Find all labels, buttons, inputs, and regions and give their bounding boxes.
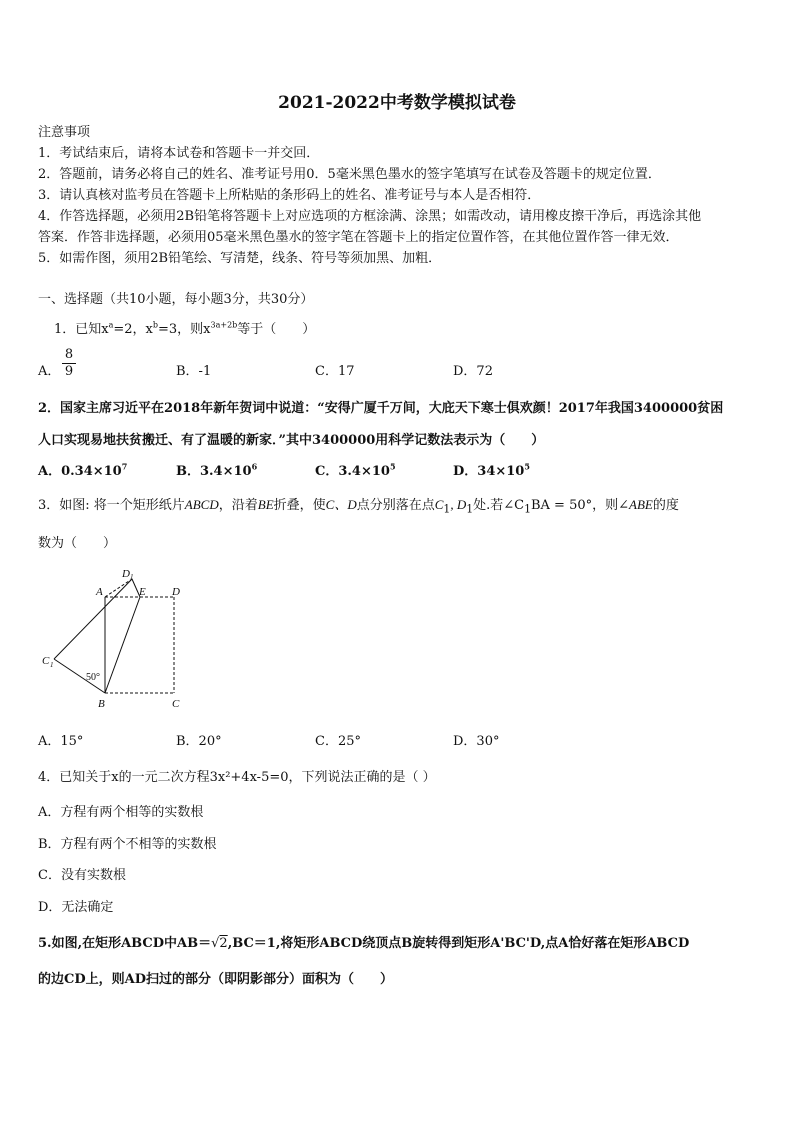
q4-option-a: A．方程有两个相等的实数根 — [38, 805, 204, 820]
fig-label-B: B — [98, 698, 105, 710]
question-3-line-2: 数为（ ） — [38, 536, 117, 551]
q2-option-c: C．$3.4\times 10^5$ — [315, 461, 396, 479]
fig-label-D: D — [172, 586, 180, 598]
fig-label-D1-sub: 1 — [130, 573, 134, 581]
section-heading: 一、选择题（共10小题，每小题3分，共30分） — [38, 292, 314, 307]
fig-angle-label: 50° — [86, 672, 100, 683]
notice-heading: 注意事项 — [38, 125, 91, 140]
q1-option-d: D．72 — [453, 364, 493, 379]
question-1-stem: 1．已知$x^a=2$，$x^b=3$，则$x^{3a+2b}$等于（ ） — [54, 320, 316, 337]
fig-line-D1C1 — [54, 579, 132, 659]
fig-label-C1: C — [42, 655, 50, 667]
q1-option-c: C．17 — [315, 364, 355, 379]
q3-figure — [36, 565, 196, 715]
fig-label-E: E — [139, 586, 146, 598]
q3-option-b: B．20° — [176, 734, 222, 749]
q4-option-b: B．方程有两个不相等的实数根 — [38, 837, 217, 852]
notice-item: 2．答题前，请务必将自己的姓名、准考证号用0．5毫米黑色墨水的签字笔填写在试卷及答题卡的规定位置． — [38, 167, 661, 182]
fig-line-AD1 — [105, 579, 132, 597]
fig-label-C: C — [172, 698, 180, 710]
notice-item: 5．如需作图，须用2B铅笔绘、写清楚，线条、符号等须加黑、加粗． — [38, 251, 442, 266]
q4-option-d: D．无法确定 — [38, 900, 114, 915]
question-5-line-1: 5.如图,在矩形ABCD中AB＝√2,BC＝1,将矩形ABCD绕顶点B旋转得到矩形A'BC'D,点A恰好落在矩形ABCD — [38, 936, 690, 951]
fig-label-C1-sub: 1 — [50, 661, 54, 669]
q1-option-a-label: A． — [38, 364, 61, 379]
page-title: 2021-2022中考数学模拟试卷 — [278, 93, 516, 113]
fig-label-A: A — [96, 586, 103, 598]
sqrt-symbol: √ — [211, 936, 220, 951]
fig-line-EB — [105, 597, 140, 693]
q2-option-a: A．$0.34\times 10^7$ — [38, 461, 128, 479]
q3-option-a: A．15° — [38, 734, 84, 749]
question-2-line-2: 人口实现易地扶贫搬迁、有了温暖的新家．”其中3400000用科学记数法表示为（ ） — [38, 433, 545, 448]
q3-option-d: D．30° — [453, 734, 500, 749]
notice-item: 1．考试结束后，请将本试卷和答题卡一并交回． — [38, 146, 320, 161]
q2-option-d: D．$34\times 10^5$ — [453, 461, 530, 479]
fig-label-D1: D — [122, 568, 130, 580]
notice-item: 4．作答选择题，必须用2B铅笔将答题卡上对应选项的方框涂满、涂黑；如需改动，请用橡皮擦干净后，再选涂其他 — [38, 209, 702, 224]
q1-option-b: B．-1 — [176, 364, 212, 379]
q4-option-c: C．没有实数根 — [38, 868, 126, 883]
q2-option-b: B．$3.4\times 10^6$ — [176, 461, 258, 479]
question-4-stem: 4．已知关于x的一元二次方程3x²+4x-5=0，下列说法正确的是（ ） — [38, 770, 436, 785]
q3-option-c: C．25° — [315, 734, 361, 749]
notice-item: 3．请认真核对监考员在答题卡上所粘贴的条形码上的姓名、准考证号与本人是否相符． — [38, 188, 541, 203]
q1-option-a-fraction: 8 9 — [62, 348, 76, 379]
question-2-line-1: 2．国家主席习近平在2018年新年贺词中说道：“安得广厦千万间，大庇天下寒士俱欢颜！2017年我国3400000贫困 — [38, 401, 724, 416]
question-5-line-2: 的边CD上，则AD扫过的部分（即阴影部分）面积为（ ） — [38, 972, 393, 987]
notice-item: 答案．作答非选择题，必须用05毫米黑色墨水的签字笔在答题卡上的指定位置作答，在其他位置作答一律无效． — [38, 230, 679, 245]
question-3-line-1: 3．如图: 将一个矩形纸片ABCD，沿着BE折叠，使C、D点分别落在点$C_1$, $D_1$处.若$\angle C_1BA = 50^\circ$，则∠ABE的度 — [38, 497, 679, 516]
